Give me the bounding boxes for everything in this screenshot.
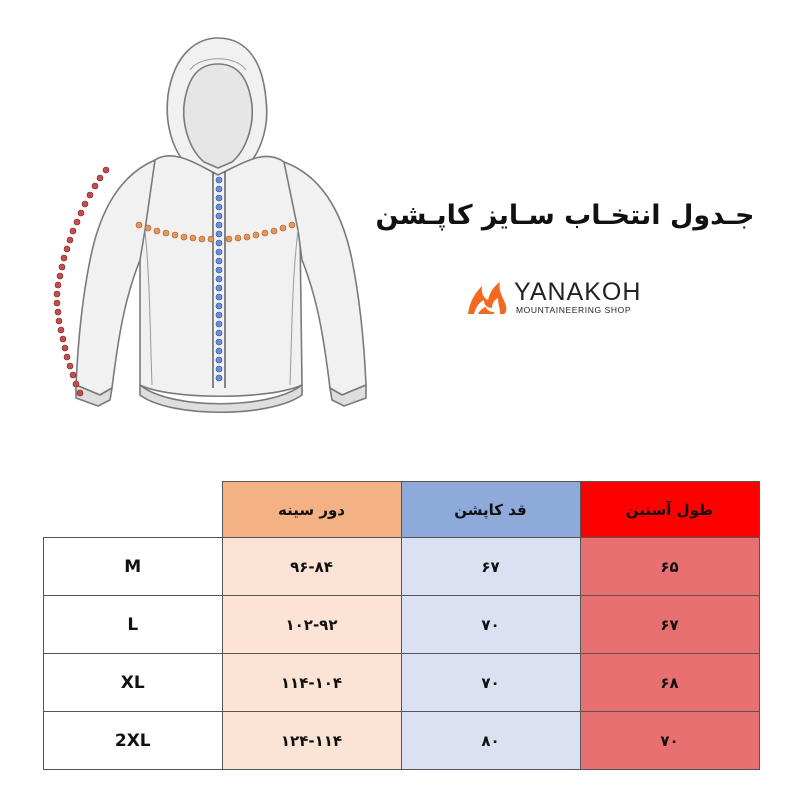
sleeve-cell: ۶۸	[580, 654, 759, 712]
table-row	[44, 538, 760, 596]
table-row	[44, 596, 760, 654]
page-title: جـدول انتخـاب سـایز کاپـشن	[375, 200, 755, 231]
length-cell: ۸۰	[401, 712, 580, 770]
length-cell: ۶۷	[401, 538, 580, 596]
sleeve-cell: ۷۰	[580, 712, 759, 770]
table-header-row	[44, 482, 760, 538]
length-cell: ۷۰	[401, 596, 580, 654]
sleeve-cell: ۶۷	[580, 596, 759, 654]
brand-name: YANAKOH	[514, 278, 642, 306]
header-chest: دور سینه	[222, 482, 401, 538]
chest-cell: ۱۰۲-۹۲	[222, 596, 401, 654]
sleeve-cell: ۶۵	[580, 538, 759, 596]
brand-subtitle: MOUNTAINEERING SHOP	[516, 305, 632, 315]
header-sleeve: طول آستین	[580, 482, 759, 538]
length-cell: ۷۰	[401, 654, 580, 712]
brand-logo	[466, 278, 666, 320]
size-cell: M	[44, 538, 223, 596]
size-cell: 2XL	[44, 712, 223, 770]
header-corner	[44, 482, 223, 538]
length-measure-dots	[216, 177, 222, 381]
size-table	[43, 481, 760, 770]
mountain-flame-icon	[466, 280, 508, 316]
chest-cell: ۱۲۴-۱۱۴	[222, 712, 401, 770]
header-length: قد کاپشن	[401, 482, 580, 538]
chest-cell: ۱۱۴-۱۰۴	[222, 654, 401, 712]
table-row	[44, 712, 760, 770]
chest-cell: ۹۶-۸۴	[222, 538, 401, 596]
table-row	[44, 654, 760, 712]
size-cell: L	[44, 596, 223, 654]
size-cell: XL	[44, 654, 223, 712]
